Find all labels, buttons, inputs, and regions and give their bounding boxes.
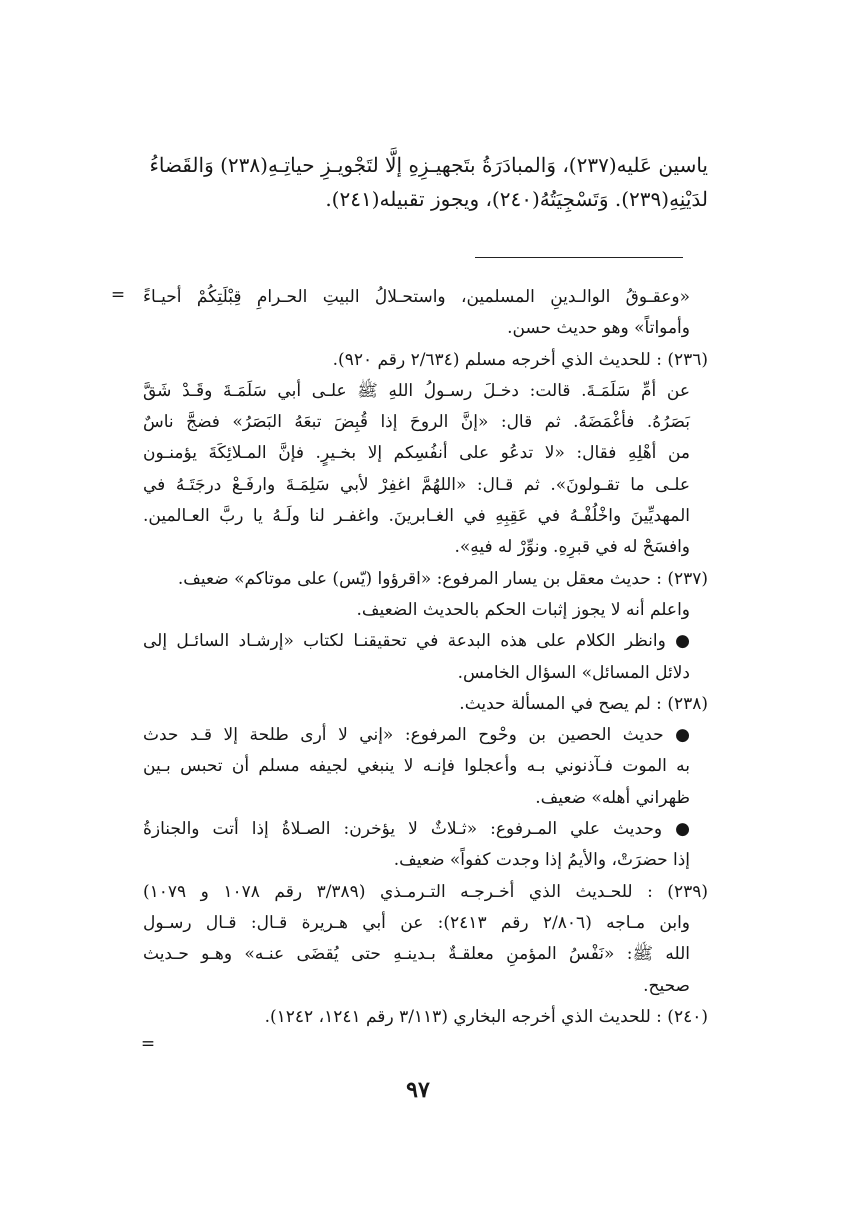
page-number: ٩٧ — [406, 1077, 430, 1103]
footnote-line: المهديِّينَ واخْلُفْـهُ في عَقِبِهِ في الغـابرينَ. واغفـر لنا ولَـهُ يا ربَّ العـالمين. — [143, 506, 690, 527]
footnote-line: وابن مـاجه (٢/٨٠٦ رقم ٢٤١٣): عن أبي هـريرة قـال: قـال رسـول — [143, 912, 690, 933]
footnote-line: ● حديث الحصين بن وحْوح المرفوع: «إني لا أرى طلحة إلا قـد حدث — [143, 725, 690, 746]
footnote-line: ● وحديث علي المـرفوع: «ثـلاثٌ لا يؤخرن: الصـلاةُ إذا أتت والجنازةُ — [143, 819, 690, 840]
footnote-line: واعلم أنه لا يجوز إثبات الحكم بالحديث الضعيف. — [356, 599, 690, 620]
footnote-line: ● وانظر الكلام على هذه البدعة في تحقيقنـا لكتاب «إرشـاد السائـل إلى — [143, 631, 690, 652]
continuation-mark: = — [110, 285, 126, 305]
footnote-line: من أهْلِهِ فقال: «لا تدعُو على أنفُسِكم إلا بخـيرٍ. فإنَّ المـلائِكَةَ يؤمنـون — [143, 443, 690, 464]
main-text-line: لدَيْنِهِ(٢٣٩). وَتَسْجِيَتُهُ(٢٤٠)، ويجوز تقبيله(٢٤١). — [325, 187, 708, 211]
main-text-line: ياسين عَليه(٢٣٧)، وَالمبادَرَةُ بتَجهيـزِهِ إلَّا لتَجْويـزِ حياتِـهِ(٢٣٨) وَالقَضاءُ — [149, 153, 708, 177]
footnote-line: (٢٤٠) : للحديث الذي أخرجه البخاري (٣/١١٣ رقم ١٢٤١، ١٢٤٢). — [264, 1006, 708, 1027]
footnote-line: بَصَرُهُ. فأغْمَضَهُ. ثم قال: «إنَّ الروحَ إذا قُبِضَ تبعَهُ البَصَرُ» فضجَّ ناسٌ — [143, 412, 690, 433]
main-text — [148, 148, 708, 216]
footnote-line: إذا حضرَتْ، والأيمُ إذا وجدت كفواً» ضعيف. — [393, 850, 690, 871]
footnote-separator — [475, 257, 683, 258]
footnote-line: (٢٣٦) : للحديث الذي أخرجه مسلم (٢/٦٣٤ رقم ٩٢٠). — [332, 349, 708, 370]
footnote-line: به الموت فـآذنوني بـه وأعجلوا فإنـه لا ينبغي لجيفه مسلم أن تحبس بـين — [143, 756, 690, 777]
footnote-line: (٢٣٧) : حديث معقل بن يسار المرفوع: «اقرؤوا (يّس) على موتاكم» ضعيف. — [177, 568, 708, 589]
footnote-line: صحيح. — [643, 975, 690, 996]
footnote-line: وافسَحْ له في قبرِهِ. ونوِّرْ له فيهِ». — [454, 537, 690, 558]
footnote-line: ظهراني أهله» ضعيف. — [535, 787, 690, 808]
footnote-line: الله ﷺ: «نَفْسُ المؤمنِ معلقـةٌ بـدينـهِ حتى يُقضَى عنـه» وهـو حـديث — [143, 944, 690, 965]
footnote-line: وأمواتاً» وهو حديث حسن. — [507, 318, 690, 339]
footnote-line: «وعقـوقُ الوالـدينِ المسلمين، واستحـلالُ البيتِ الحـرامِ قِبْلَتِكُمْ أحيـاءً — [143, 287, 690, 307]
footnote-line: (٢٣٩) : للحـديث الذي أخـرجـه التـرمـذي (٣/٣٨٩ رقم ١٠٧٨ و ١٠٧٩) — [143, 881, 708, 902]
footnote-line: (٢٣٨) : لم يصح في المسألة حديث. — [459, 693, 708, 714]
footnotes — [143, 282, 708, 1033]
footnote-line: عن أمِّ سَلَمَـةَ. قالت: دخـلَ رسـولُ اللهِ ﷺ علـى أبي سَلَمَـةَ وقَـدْ شَقَّ — [143, 380, 690, 401]
footnote-line: علـى ما تقـولونَ». ثم قـال: «اللهُمَّ اغفِرْ لأبي سَلِمَـةَ وارفَـعْ درجَتَـهُ في — [143, 474, 690, 495]
end-mark: = — [140, 1034, 156, 1054]
footnote-line: دلائل المسائل» السؤال الخامس. — [457, 662, 690, 683]
